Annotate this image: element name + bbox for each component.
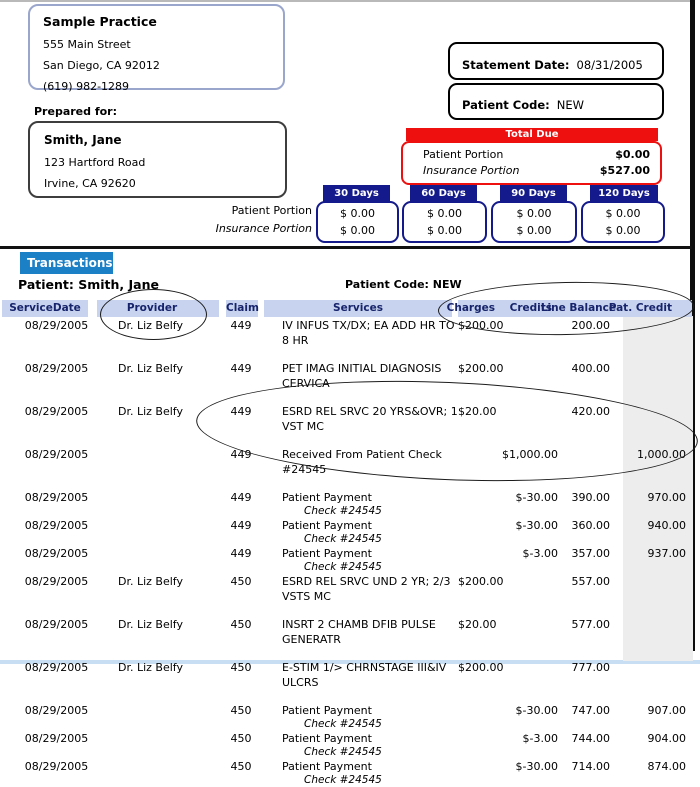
total-due-banner: Total Due (406, 128, 658, 141)
cell-credits (500, 574, 560, 604)
aging-box-30-days (316, 201, 399, 243)
cell-provider: Dr. Liz Belfy (118, 405, 183, 418)
total-due-insurance-label: Insurance Portion (423, 164, 520, 177)
aging-tab-120-days: 120 Days (590, 185, 658, 202)
cell-claim: 449 (230, 547, 252, 560)
cell-service-note: Check #24545 (304, 746, 382, 758)
cell-pat-credit (618, 361, 692, 391)
cell-service-note: Check #24545 (304, 505, 382, 517)
cell-claim: 450 (230, 760, 252, 773)
aging-box-90-days (491, 201, 577, 243)
cell-balance: 744.00 (571, 732, 610, 745)
cell-date: 08/29/2005 (24, 491, 89, 504)
cell-charges (458, 546, 500, 574)
cell-charges (458, 703, 500, 731)
cell-balance: 390.00 (571, 491, 610, 504)
cell-provider: Dr. Liz Belfy (118, 575, 183, 588)
cell-provider (97, 546, 226, 574)
table-row (2, 731, 692, 759)
cell-provider (97, 490, 226, 518)
table-row (2, 518, 692, 546)
cell-service: Patient Payment Check #24545 (264, 546, 458, 574)
aging-30-insurance: $ 0.00 (340, 224, 375, 237)
header-services: Services (264, 300, 452, 317)
aging-120-patient: $ 0.00 (605, 207, 641, 220)
cell-claim: 450 (230, 704, 252, 717)
cell-service: ESRD REL SRVC 20 YRS&OVR; 1 VST MC (282, 405, 458, 433)
cell-date: 08/29/2005 (24, 618, 89, 631)
cell-service: Patient Payment Check #24545 (264, 759, 458, 787)
aging-insurance-portion-label: Insurance Portion (215, 222, 312, 235)
cell-pat-credit: 907.00 (647, 704, 686, 717)
cell-credits: $-30.00 (515, 760, 558, 773)
table-row (2, 490, 692, 518)
cell-credits (500, 660, 560, 690)
transactions-patient-line (18, 277, 159, 292)
cell-date: 08/29/2005 (24, 732, 89, 745)
cell-balance: 200.00 (571, 319, 610, 332)
cell-charges: $20.00 (458, 618, 497, 631)
cell-provider (97, 731, 226, 759)
table-row (2, 447, 692, 477)
header-charges: Charges (458, 300, 500, 317)
transactions-patient-label: Patient: (18, 277, 74, 292)
cell-pat-credit: 874.00 (647, 760, 686, 773)
cell-service-note: Check #24545 (304, 718, 382, 730)
practice-address-box (28, 4, 285, 93)
cell-date: 08/29/2005 (24, 547, 89, 560)
aging-60-insurance: $ 0.00 (427, 224, 462, 237)
cell-claim: 449 (230, 491, 252, 504)
cell-claim: 450 (230, 575, 252, 588)
patient-code-value: NEW (556, 98, 585, 112)
cell-credits: $1,000.00 (502, 448, 558, 461)
cell-credits: $-3.00 (522, 732, 558, 745)
patient-name: Smith, Jane (44, 133, 122, 147)
cell-credits (500, 617, 560, 647)
top-border-line (0, 0, 692, 2)
cell-service: E-STIM 1/> CHRNSTAGE III&IV ULCRS (282, 661, 447, 689)
cell-date: 08/29/2005 (24, 362, 89, 375)
cell-claim: 449 (230, 362, 252, 375)
cell-service: PET IMAG INITIAL DIAGNOSIS CERVICA (282, 362, 442, 390)
cell-date: 08/29/2005 (24, 760, 89, 773)
patient-code-label: Patient Code: (462, 98, 550, 112)
cell-service-note: Check #24545 (304, 774, 382, 786)
cell-date: 08/29/2005 (24, 448, 89, 461)
cell-charges: $200.00 (458, 661, 504, 674)
header-credits: Credits (500, 300, 560, 317)
total-due-insurance-amount: $527.00 (599, 164, 650, 177)
cell-charges: $200.00 (458, 319, 504, 332)
cell-charges: $200.00 (458, 362, 504, 375)
header-service-date: ServiceDate (2, 300, 88, 317)
aging-30-patient: $ 0.00 (340, 207, 375, 220)
header-line-balance: Line Balance (560, 300, 618, 317)
cell-balance: 777.00 (571, 661, 610, 674)
cell-balance: 577.00 (571, 618, 610, 631)
total-due-patient-amount: $0.00 (615, 148, 650, 161)
table-row (2, 617, 692, 647)
cell-pat-credit (618, 660, 692, 690)
cell-date: 08/29/2005 (24, 704, 89, 717)
cell-service: Patient Payment Check #24545 (264, 703, 458, 731)
cell-claim: 449 (230, 405, 252, 418)
cell-pat-credit: 904.00 (647, 732, 686, 745)
cell-provider: Dr. Liz Belfy (118, 661, 183, 674)
cell-credits (500, 318, 560, 348)
cell-balance: 400.00 (571, 362, 610, 375)
transactions-table-header (2, 300, 692, 317)
cell-date: 08/29/2005 (24, 405, 89, 418)
cell-balance: 357.00 (571, 547, 610, 560)
table-row (2, 318, 692, 348)
cell-pat-credit (618, 574, 692, 604)
statement-date-value: 08/31/2005 (576, 58, 643, 72)
aging-60-patient: $ 0.00 (427, 207, 462, 220)
table-row (2, 574, 692, 604)
cell-service: Patient Payment Check #24545 (264, 731, 458, 759)
patient-address1: 123 Hartford Road (44, 156, 146, 169)
cell-balance (560, 447, 618, 477)
cell-charges (458, 759, 500, 787)
cell-service: Received From Patient Check #24545 (282, 448, 442, 476)
cell-credits (500, 361, 560, 391)
cell-pat-credit (618, 404, 692, 434)
cell-service: IV INFUS TX/DX; EA ADD HR TO 8 HR (282, 319, 455, 347)
cell-pat-credit (618, 318, 692, 348)
cell-provider: Dr. Liz Belfy (118, 618, 183, 631)
table-row (2, 361, 692, 391)
cell-balance: 714.00 (571, 760, 610, 773)
cell-balance: 420.00 (571, 405, 610, 418)
statement-date-box (448, 42, 664, 80)
cell-claim: 449 (230, 519, 252, 532)
table-row (2, 404, 692, 434)
prepared-for-box (28, 121, 287, 198)
cell-credits: $-30.00 (515, 519, 558, 532)
cell-charges: $200.00 (458, 575, 504, 588)
cell-charges (458, 447, 500, 477)
cell-claim: 449 (230, 319, 252, 332)
aging-90-insurance: $ 0.00 (516, 224, 552, 237)
practice-address2: San Diego, CA 92012 (43, 59, 160, 72)
cell-provider: Dr. Liz Belfy (118, 319, 183, 332)
cell-service-note: Check #24545 (304, 561, 382, 573)
transactions-patient-name: Smith, Jane (78, 277, 159, 292)
cell-charges: $20.00 (458, 405, 497, 418)
cell-credits: $-3.00 (522, 547, 558, 560)
practice-phone: (619) 982-1289 (43, 80, 130, 93)
cell-credits (500, 404, 560, 434)
cell-service: ESRD REL SRVC UND 2 YR; 2/3 VSTS MC (282, 575, 451, 603)
cell-service: Patient Payment Check #24545 (264, 490, 458, 518)
cell-date: 08/29/2005 (24, 661, 89, 674)
table-row (2, 546, 692, 574)
aging-90-patient: $ 0.00 (516, 207, 552, 220)
cell-pat-credit: 937.00 (647, 547, 686, 560)
cell-service-note: Check #24545 (304, 533, 382, 545)
cell-charges (458, 518, 500, 546)
cell-service: Patient Payment Check #24545 (264, 518, 458, 546)
cell-claim: 450 (230, 661, 252, 674)
cell-claim: 449 (230, 448, 252, 461)
cell-credits: $-30.00 (515, 704, 558, 717)
cell-provider (97, 703, 226, 731)
cell-pat-credit: 970.00 (647, 491, 686, 504)
table-row (2, 759, 692, 787)
cell-service: INSRT 2 CHAMB DFIB PULSE GENERATR (282, 618, 436, 646)
cell-charges (458, 731, 500, 759)
cell-provider (97, 518, 226, 546)
section-separator-line (0, 246, 692, 249)
cell-balance: 747.00 (571, 704, 610, 717)
transactions-tab[interactable]: Transactions (20, 252, 113, 274)
cell-claim: 450 (230, 618, 252, 631)
cell-balance: 360.00 (571, 519, 610, 532)
practice-address1: 555 Main Street (43, 38, 131, 51)
transactions-table-body (2, 318, 692, 787)
aging-patient-portion-label: Patient Portion (231, 204, 312, 217)
aging-box-120-days (581, 201, 665, 243)
cell-credits: $-30.00 (515, 491, 558, 504)
cell-provider (97, 447, 226, 477)
cell-charges (458, 490, 500, 518)
transactions-patient-code: Patient Code: NEW (345, 278, 462, 291)
table-row (2, 703, 692, 731)
patient-code-box (448, 83, 664, 120)
aging-tab-90-days: 90 Days (500, 185, 567, 202)
cell-balance: 557.00 (571, 575, 610, 588)
header-provider: Provider (97, 300, 219, 317)
cell-provider: Dr. Liz Belfy (118, 362, 183, 375)
patient-address2: Irvine, CA 92620 (44, 177, 136, 190)
total-due-patient-label: Patient Portion (423, 148, 504, 161)
aging-tab-60-days: 60 Days (410, 185, 477, 202)
prepared-for-label: Prepared for: (34, 105, 117, 118)
practice-name: Sample Practice (43, 14, 157, 29)
total-due-box (401, 141, 662, 185)
statement-date-label: Statement Date: (462, 58, 570, 72)
cell-pat-credit: 940.00 (647, 519, 686, 532)
header-pat-credit: Pat. Credit (618, 300, 692, 317)
cell-date: 08/29/2005 (24, 319, 89, 332)
cell-date: 08/29/2005 (24, 519, 89, 532)
aging-box-60-days (402, 201, 487, 243)
table-row (2, 660, 692, 690)
aging-120-insurance: $ 0.00 (605, 224, 641, 237)
header-claim: Claim (226, 300, 258, 317)
cell-provider (97, 759, 226, 787)
aging-tab-30-days: 30 Days (323, 185, 390, 202)
cell-pat-credit (618, 617, 692, 647)
cell-date: 08/29/2005 (24, 575, 89, 588)
cell-pat-credit: 1,000.00 (637, 448, 686, 461)
cell-claim: 450 (230, 732, 252, 745)
